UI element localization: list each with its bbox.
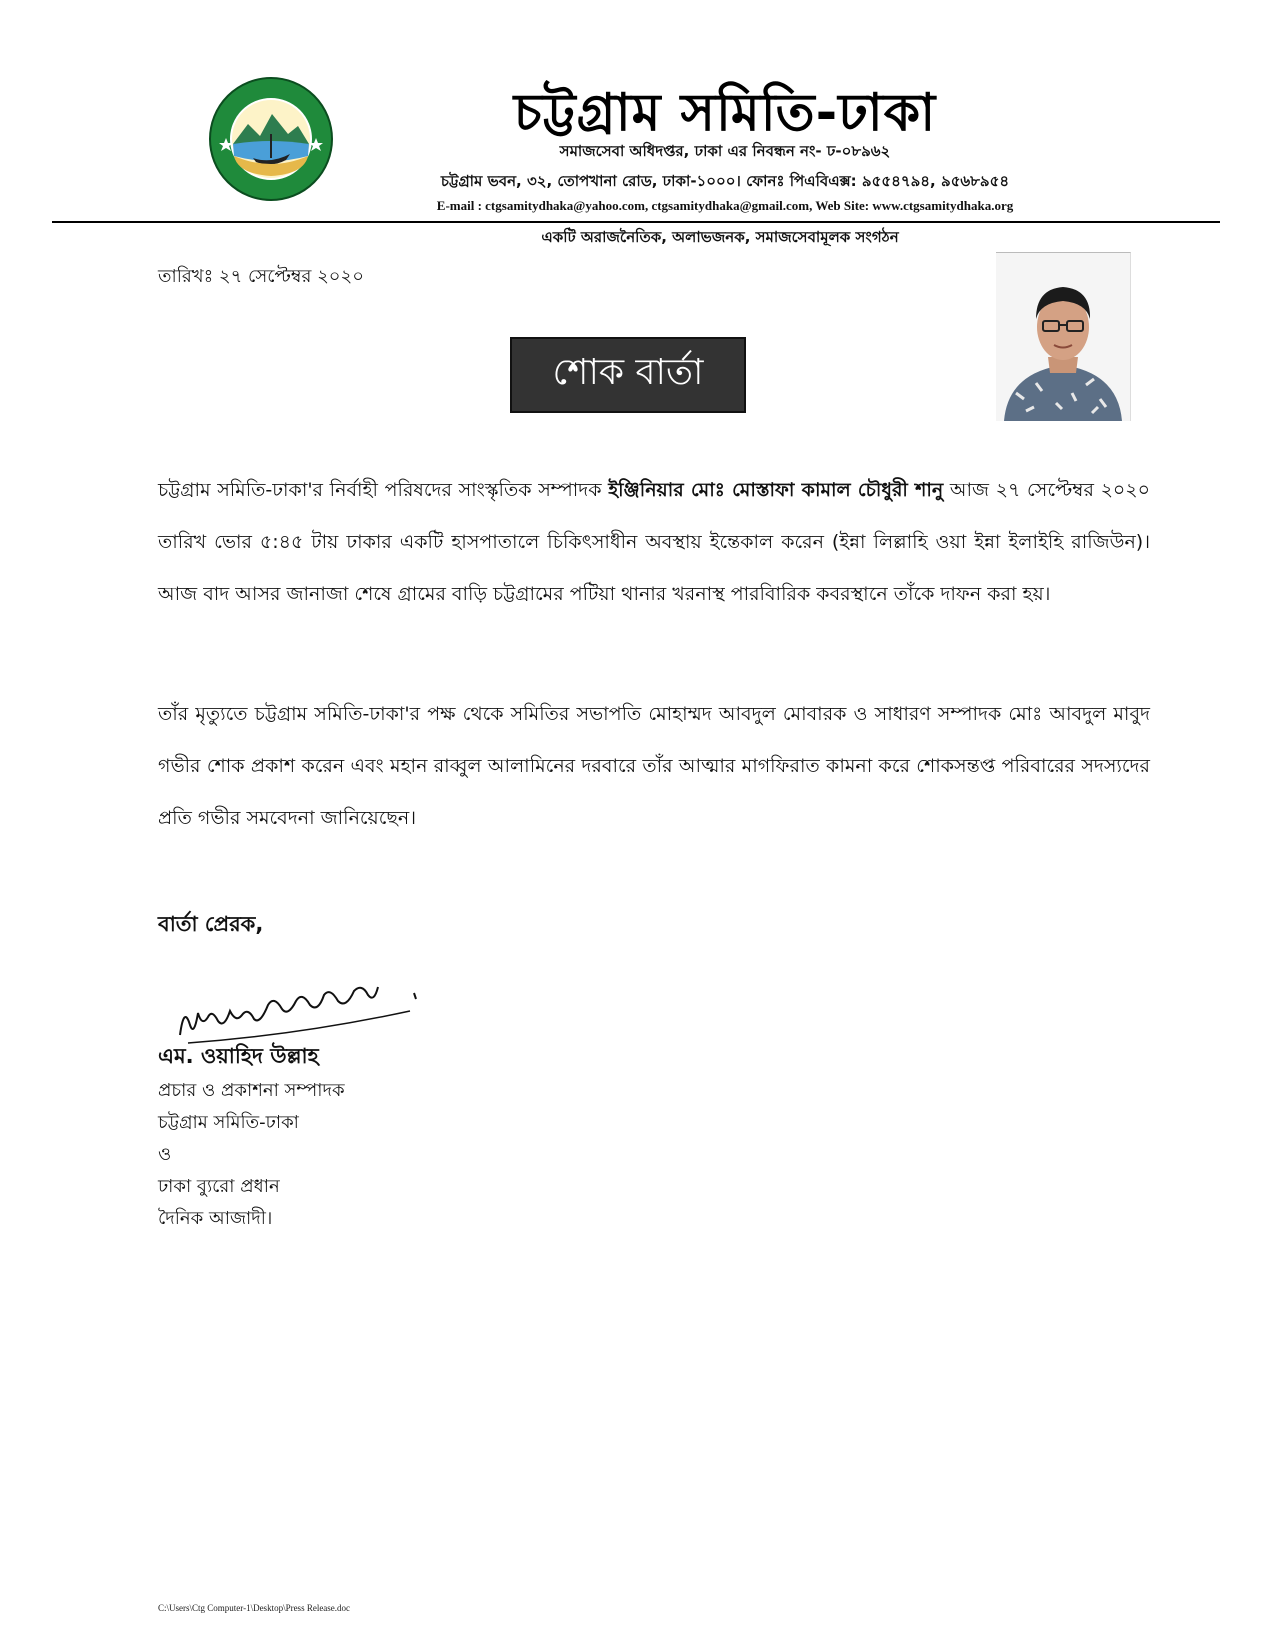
address-line: চট্টগ্রাম ভবন, ৩২, তোপখানা রোড, ঢাকা-১০০০। ফোনঃ পিএবিএক্স: ৯৫৫৪৭৯৪, ৯৫৬৮৯৫৪: [440, 172, 1010, 190]
deceased-name: ইঞ্জিনিয়ার মোঃ মোস্তাফা কামাল চৌধুরী শানু: [608, 479, 944, 501]
organization-seal-icon: [208, 76, 334, 202]
portrait-photo: [996, 252, 1131, 421]
designation-line: ঢাকা ব্যুরো প্রধান: [158, 1176, 280, 1197]
designation-line: ও: [158, 1144, 172, 1165]
document-title-box: [510, 337, 746, 413]
document-title: শোক বার্তা: [552, 352, 704, 393]
contact-line: E-mail : ctgsamitydhaka@yahoo.com, ctgsamitydhaka@gmail.com, Web Site: www.ctgsamitydhaka.org: [436, 198, 1014, 213]
header-divider: [52, 221, 1220, 223]
file-path-footer: C:\Users\Ctg Computer-1\Desktop\Press Release.doc: [158, 1603, 351, 1613]
registration-line: সমাজসেবা অধিদপ্তর, ঢাকা এর নিবন্ধন নং- ঢ-০৮৯৬২: [559, 142, 891, 160]
document-date: তারিখঃ ২৭ সেপ্টেম্বর ২০২০: [158, 266, 364, 287]
organization-name: চট্টগ্রাম সমিতি-ঢাকা: [513, 83, 937, 143]
signer-designation: [158, 1075, 345, 1235]
designation-line: প্রচার ও প্রকাশনা সম্পাদক: [158, 1080, 345, 1101]
handwritten-signature: [178, 965, 428, 1045]
sender-label: বার্তা প্রেরক,: [158, 912, 264, 936]
paragraph-1-intro: চট্টগ্রাম সমিতি-ঢাকা'র নির্বাহী পরিষদের সাংস্কৃতিক সম্পাদক: [158, 479, 609, 501]
designation-line: চট্টগ্রাম সমিতি-ঢাকা: [158, 1112, 299, 1133]
signer-name: এম. ওয়াহিদ উল্লাহ: [158, 1044, 319, 1068]
body-paragraph-1: [158, 464, 1150, 620]
paragraph-1-rest: আজ ২৭ সেপ্টেম্বর ২০২০ তারিখ ভোর ৫:৪৫ টায় ঢাকার একটি হাসপাতালে চিকিৎসাধীন অবস্থায় ইন্তেকাল করেন (ইন্না লিল্লাহি ওয়া ইন্না ইলাইহি রাজিউন)। আজ বাদ আসর জানাজা শেষে গ্রামের বাড়ি চট্টগ্রামের পটিয়া থানার খরনাস্থ পারবিারিক কবরস্থানে তাঁকে দাফন করা হয়।: [158, 479, 1150, 605]
designation-line: দৈনিক আজাদী।: [158, 1208, 273, 1229]
organization-tagline: একটি অরাজনৈতিক, অলাভজনক, সমাজসেবামূলক সংগঠন: [541, 228, 899, 246]
body-paragraph-2: তাঁর মৃত্যুতে চট্টগ্রাম সমিতি-ঢাকা'র পক্ষ থেকে সমিতির সভাপতি মোহাম্মদ আবদুল মোবারক ও সাধারণ সম্পাদক মোঃ আবদুল মাবুদ গভীর শোক প্রকাশ করেন এবং মহান রাব্বুল আলামিনের দরবারে তাঁর আত্মার মাগফিরাত কামনা করে শোকসন্তপ্ত পরিবারের সদস্যদের প্রতি গভীর সমবেদনা জানিয়েছেন।: [158, 703, 1150, 829]
